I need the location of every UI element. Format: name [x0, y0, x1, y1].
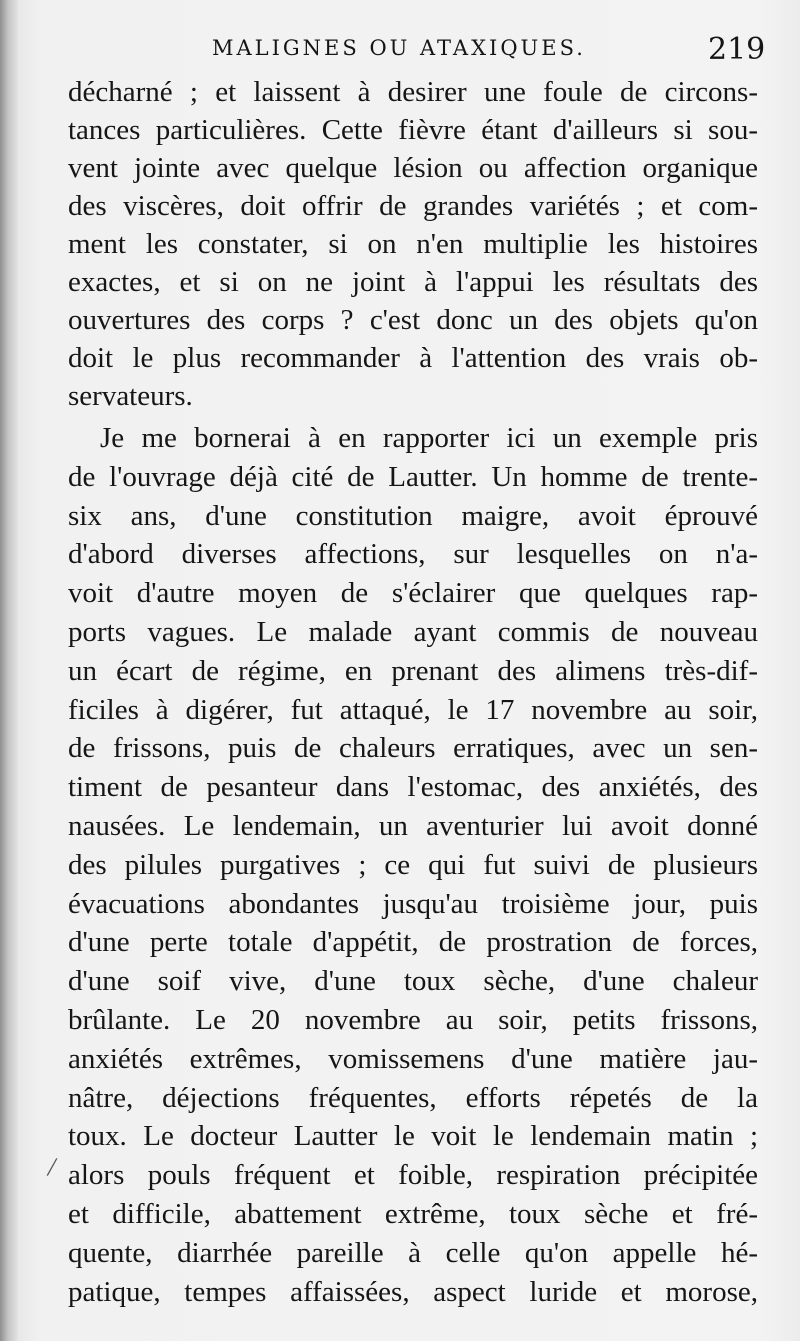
- text-line: vent jointe avec quelque lésion ou affection organique: [68, 152, 758, 184]
- text-line: et difficile, abattement extrême, toux sèche et fré-: [68, 1198, 758, 1230]
- text-line: tances particulières. Cette fièvre étant d'ailleurs si sou-: [68, 114, 758, 146]
- text-line: décharné ; et laissent à desirer une foule de circons-: [68, 76, 758, 108]
- margin-mark: /: [45, 1151, 59, 1184]
- running-title: MALIGNES OU ATAXIQUES.: [212, 36, 586, 60]
- text-line: ficiles à digérer, fut attaqué, le 17 novembre au soir,: [68, 694, 758, 726]
- text-line: quente, diarrhée pareille à celle qu'on appelle hé-: [68, 1237, 758, 1269]
- text-line: ouvertures des corps ? c'est donc un des objets qu'on: [68, 304, 758, 336]
- text-line: ports vagues. Le malade ayant commis de nouveau: [68, 616, 758, 648]
- text-line: ment les constater, si on n'en multiplie les histoires: [68, 228, 758, 260]
- text-line: des pilules purgatives ; ce qui fut suivi de plusieurs: [68, 849, 758, 881]
- text-line: évacuations abondantes jusqu'au troisième jour, puis: [68, 888, 758, 920]
- text-line: six ans, d'une constitution maigre, avoit éprouvé: [68, 500, 758, 532]
- text-line: d'abord diverses affections, sur lesquelles on n'a-: [68, 538, 758, 570]
- text-line: des viscères, doit offrir de grandes variétés ; et com-: [68, 190, 758, 222]
- text-line: doit le plus recommander à l'attention des vrais ob-: [68, 342, 758, 374]
- text-line: exactes, et si on ne joint à l'appui les résultats des: [68, 266, 758, 298]
- text-line: de l'ouvrage déjà cité de Lautter. Un homme de trente-: [68, 461, 758, 493]
- text-line: nâtre, déjections fréquentes, efforts répetés de la: [68, 1082, 758, 1114]
- text-line: de frissons, puis de chaleurs erratiques, avec un sen-: [68, 732, 758, 764]
- text-line: brûlante. Le 20 novembre au soir, petits frissons,: [68, 1004, 758, 1036]
- text-line: d'une soif vive, d'une toux sèche, d'une chaleur: [68, 965, 758, 997]
- text-line: servateurs.: [68, 380, 193, 412]
- text-line: nausées. Le lendemain, un aventurier lui avoit donné: [68, 810, 758, 842]
- text-line: alors pouls fréquent et foible, respiration précipitée: [68, 1159, 758, 1191]
- text-line: timent de pesanteur dans l'estomac, des anxiétés, des: [68, 771, 758, 803]
- text-line: voit d'autre moyen de s'éclairer que quelques rap-: [68, 577, 758, 609]
- page-number: 219: [708, 32, 766, 67]
- text-line: d'une perte totale d'appétit, de prostration de forces,: [68, 926, 758, 958]
- page-header: [0, 34, 800, 74]
- text-line: anxiétés extrêmes, vomissemens d'une matière jau-: [68, 1043, 758, 1075]
- text-line: toux. Le docteur Lautter le voit le lendemain matin ;: [68, 1120, 758, 1152]
- text-line: patique, tempes affaissées, aspect luride et morose,: [68, 1276, 758, 1308]
- text-line: un écart de régime, en prenant des alimens très-dif-: [68, 655, 758, 687]
- text-line: Je me bornerai à en rapporter ici un exemple pris: [100, 422, 758, 454]
- body-text: [0, 74, 800, 1324]
